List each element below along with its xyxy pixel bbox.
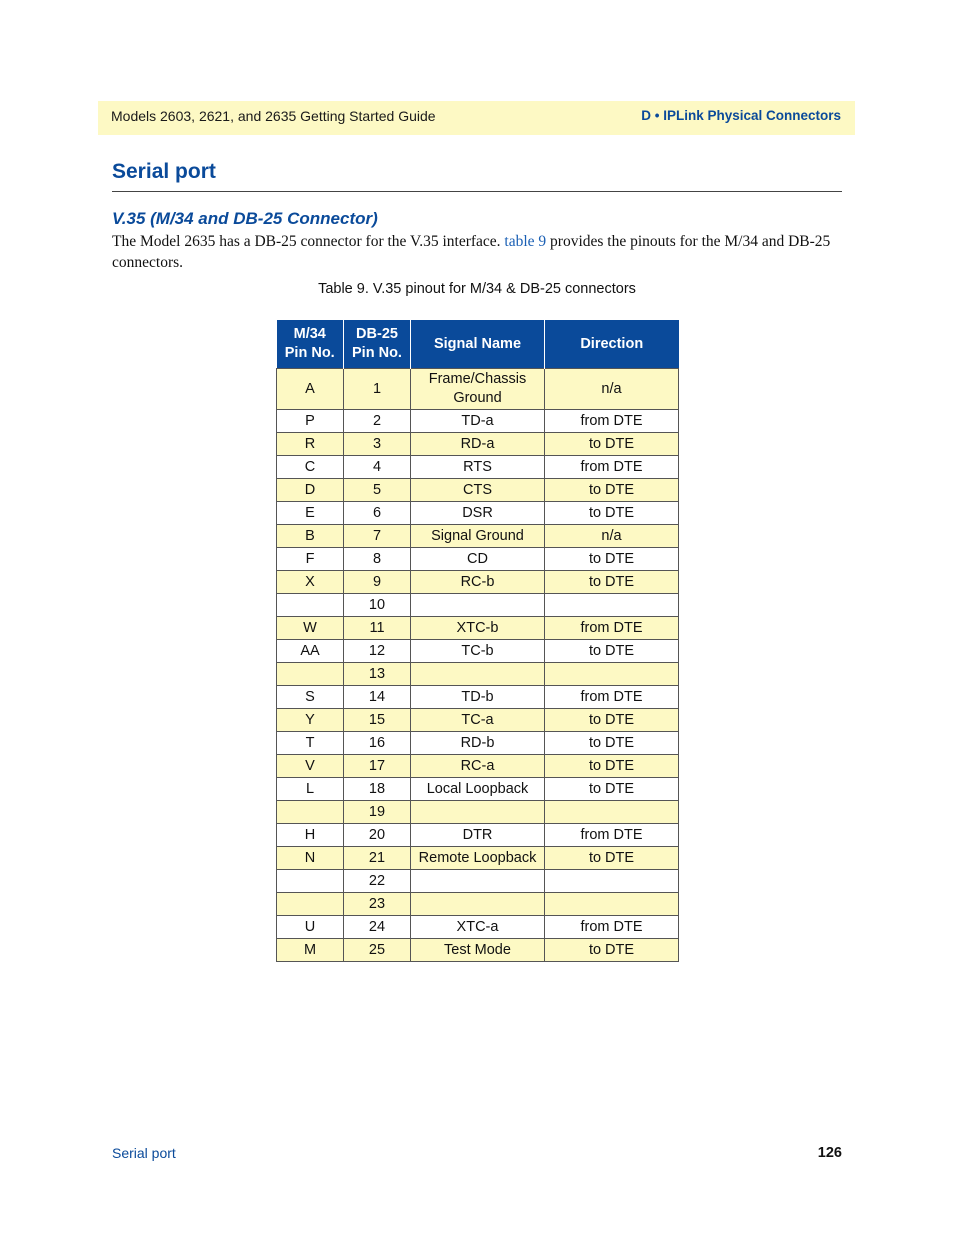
direction-cell: to DTE [545, 778, 679, 801]
direction-cell: n/a [545, 369, 679, 410]
db25-pin-cell: 13 [344, 663, 411, 686]
db25-pin-cell: 19 [344, 801, 411, 824]
db25-pin-cell: 23 [344, 893, 411, 916]
db25-pin-header [344, 320, 411, 369]
direction-cell: from DTE [545, 456, 679, 479]
m34-pin-cell: U [277, 916, 344, 939]
table-row [277, 433, 679, 456]
m34-pin-header-line: M/34 [293, 326, 326, 342]
db25-pin-cell: 7 [344, 525, 411, 548]
section-title: Serial port [112, 160, 216, 183]
direction-cell: from DTE [545, 824, 679, 847]
m34-pin-cell: X [277, 571, 344, 594]
table-row [277, 410, 679, 433]
table-row [277, 594, 679, 617]
footer-section-name: Serial port [112, 1145, 176, 1161]
body-paragraph [112, 231, 842, 273]
m34-pin-cell: Y [277, 709, 344, 732]
db25-pin-cell: 3 [344, 433, 411, 456]
signal-name-cell: RD-b [411, 732, 545, 755]
m34-pin-cell [277, 663, 344, 686]
m34-pin-cell: W [277, 617, 344, 640]
db25-pin-cell: 4 [344, 456, 411, 479]
signal-name-cell: DTR [411, 824, 545, 847]
table-row [277, 778, 679, 801]
m34-pin-cell: N [277, 847, 344, 870]
table-row [277, 916, 679, 939]
table-row [277, 686, 679, 709]
signal-name-cell: TD-b [411, 686, 545, 709]
m34-pin-header [277, 320, 344, 369]
m34-pin-cell: D [277, 479, 344, 502]
table-row [277, 571, 679, 594]
signal-name-cell: Local Loopback [411, 778, 545, 801]
m34-pin-cell: E [277, 502, 344, 525]
signal-name-cell [411, 870, 545, 893]
m34-pin-cell: B [277, 525, 344, 548]
signal-name-cell: RC-a [411, 755, 545, 778]
signal-name-cell: TC-a [411, 709, 545, 732]
m34-pin-header-line: Pin No. [284, 345, 335, 361]
table-row [277, 456, 679, 479]
table-row [277, 732, 679, 755]
signal-name-cell: Frame/Chassis Ground [411, 369, 545, 410]
table-row [277, 847, 679, 870]
direction-cell: from DTE [545, 916, 679, 939]
direction-cell [545, 594, 679, 617]
signal-name-cell: TC-b [411, 640, 545, 663]
db25-pin-cell: 24 [344, 916, 411, 939]
page-number: 126 [817, 1145, 842, 1161]
m34-pin-cell: R [277, 433, 344, 456]
db25-pin-cell: 20 [344, 824, 411, 847]
m34-pin-cell: F [277, 548, 344, 571]
signal-name-cell [411, 801, 545, 824]
m34-pin-cell: A [277, 369, 344, 410]
body-text-after: provides the pinouts for the M/34 and DB-25 connectors. [112, 233, 831, 271]
db25-pin-cell: 25 [344, 939, 411, 962]
db25-pin-cell: 15 [344, 709, 411, 732]
db25-pin-cell: 11 [344, 617, 411, 640]
db25-pin-cell: 16 [344, 732, 411, 755]
table-row [277, 525, 679, 548]
db25-pin-cell: 18 [344, 778, 411, 801]
m34-pin-cell [277, 893, 344, 916]
signal-name-cell: Test Mode [411, 939, 545, 962]
table-row [277, 824, 679, 847]
m34-pin-cell: C [277, 456, 344, 479]
direction-cell: from DTE [545, 617, 679, 640]
table-row [277, 369, 679, 410]
db25-pin-header-line: Pin No. [352, 345, 402, 361]
direction-cell: n/a [545, 525, 679, 548]
m34-pin-cell: M [277, 939, 344, 962]
signal-name-cell: Remote Loopback [411, 847, 545, 870]
signal-name-cell: CD [411, 548, 545, 571]
db25-pin-cell: 6 [344, 502, 411, 525]
signal-name-cell: XTC-a [411, 916, 545, 939]
direction-cell: to DTE [545, 433, 679, 456]
m34-pin-cell: H [277, 824, 344, 847]
direction-cell: to DTE [545, 732, 679, 755]
table-row [277, 870, 679, 893]
db25-pin-cell: 22 [344, 870, 411, 893]
table-row [277, 801, 679, 824]
table-header-row [277, 320, 679, 369]
table-row [277, 755, 679, 778]
table-row [277, 893, 679, 916]
signal-name-cell: Signal Ground [411, 525, 545, 548]
table-row [277, 479, 679, 502]
direction-header [545, 320, 679, 369]
signal-name-cell: RD-a [411, 433, 545, 456]
direction-cell: to DTE [545, 479, 679, 502]
direction-cell [545, 663, 679, 686]
subsection-title: V.35 (M/34 and DB-25 Connector) [112, 209, 378, 228]
direction-cell: to DTE [545, 502, 679, 525]
direction-header-line: Direction [580, 335, 644, 352]
m34-pin-cell [277, 594, 344, 617]
signal-name-cell: RC-b [411, 571, 545, 594]
header-chapter-title: D • IPLink Physical Connectors [641, 108, 841, 123]
signal-name-header-line: Signal Name [433, 335, 522, 352]
signal-name-header [411, 320, 545, 369]
db25-pin-cell: 21 [344, 847, 411, 870]
running-header [98, 101, 855, 135]
direction-cell: from DTE [545, 410, 679, 433]
header-guide-title: Models 2603, 2621, and 2635 Getting Started Guide [111, 108, 436, 124]
signal-name-cell [411, 594, 545, 617]
section-divider [112, 191, 842, 192]
db25-pin-cell: 5 [344, 479, 411, 502]
m34-pin-cell [277, 870, 344, 893]
m34-pin-cell: V [277, 755, 344, 778]
db25-pin-cell: 8 [344, 548, 411, 571]
signal-name-cell: DSR [411, 502, 545, 525]
db25-pin-cell: 17 [344, 755, 411, 778]
direction-cell [545, 870, 679, 893]
table-row [277, 617, 679, 640]
table-row [277, 939, 679, 962]
direction-cell [545, 893, 679, 916]
body-text-before: The Model 2635 has a DB-25 connector for the V.35 interface. [112, 233, 505, 250]
db25-pin-cell: 10 [344, 594, 411, 617]
direction-cell: from DTE [545, 686, 679, 709]
direction-cell: to DTE [545, 939, 679, 962]
signal-name-cell: RTS [411, 456, 545, 479]
table-body [277, 369, 679, 962]
direction-cell: to DTE [545, 709, 679, 732]
m34-pin-cell: L [277, 778, 344, 801]
signal-name-cell: TD-a [411, 410, 545, 433]
db25-pin-cell: 1 [344, 369, 411, 410]
table-row [277, 709, 679, 732]
signal-name-cell: XTC-b [411, 617, 545, 640]
direction-cell: to DTE [545, 548, 679, 571]
table-row [277, 548, 679, 571]
m34-pin-cell: AA [277, 640, 344, 663]
m34-pin-cell: P [277, 410, 344, 433]
table-row [277, 502, 679, 525]
db25-pin-cell: 9 [344, 571, 411, 594]
signal-name-cell [411, 893, 545, 916]
db25-pin-header-line: DB-25 [356, 326, 398, 342]
signal-name-cell [411, 663, 545, 686]
direction-cell: to DTE [545, 640, 679, 663]
m34-pin-cell: S [277, 686, 344, 709]
table-9-link[interactable]: table 9 [504, 233, 547, 250]
db25-pin-cell: 2 [344, 410, 411, 433]
table-row [277, 663, 679, 686]
pinout-table [276, 320, 679, 962]
m34-pin-cell [277, 801, 344, 824]
signal-name-cell: CTS [411, 479, 545, 502]
direction-cell [545, 801, 679, 824]
direction-cell: to DTE [545, 571, 679, 594]
db25-pin-cell: 12 [344, 640, 411, 663]
m34-pin-cell: T [277, 732, 344, 755]
direction-cell: to DTE [545, 755, 679, 778]
table-caption: Table 9. V.35 pinout for M/34 & DB-25 connectors [318, 281, 636, 297]
db25-pin-cell: 14 [344, 686, 411, 709]
table-row [277, 640, 679, 663]
direction-cell: to DTE [545, 847, 679, 870]
